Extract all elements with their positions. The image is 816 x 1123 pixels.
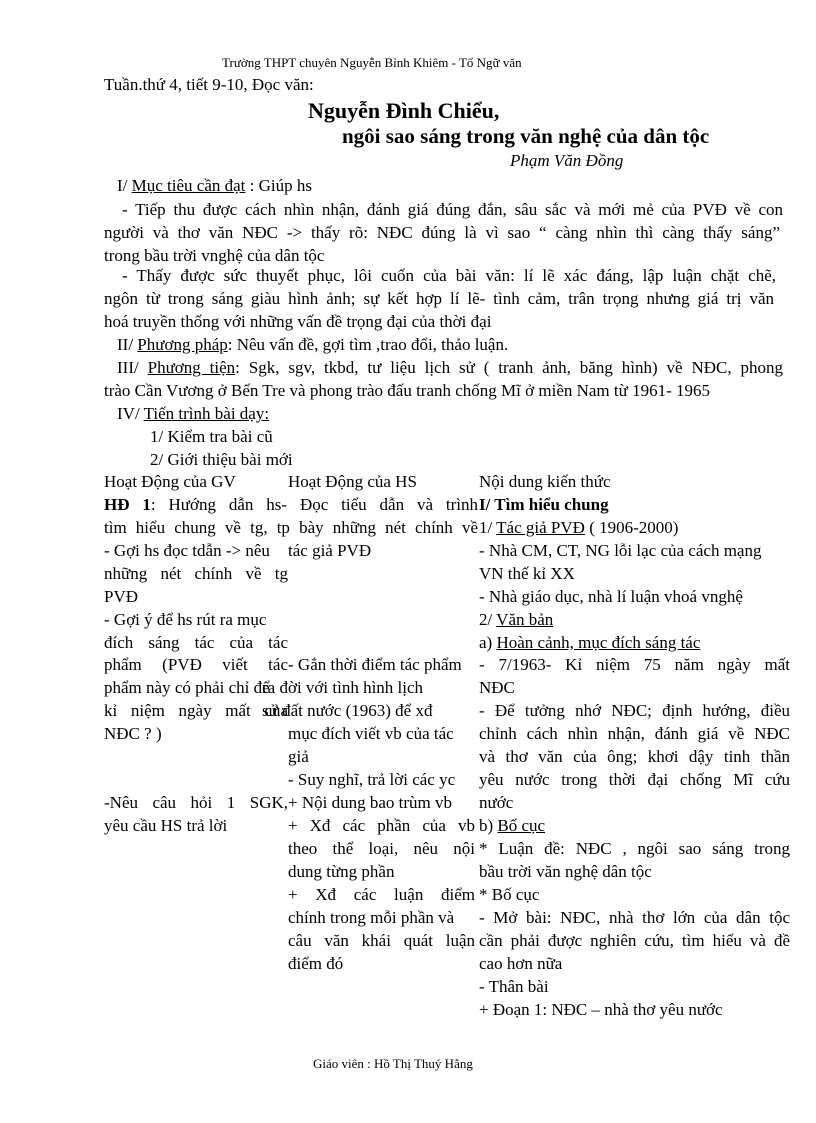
gv-line-2: tìm hiểu chung về tg, tp bày những nét chính về	[104, 518, 478, 537]
content-heading: I/ Tìm hiểu chung	[479, 495, 609, 514]
gv-line-8: phẩm (PVĐ viết tác	[104, 655, 288, 674]
objective-line-2: người và thơ văn NĐC -> thấy rõ: NĐC đúng là vì sao “ càng nhìn thì càng thấy sáng”	[104, 223, 780, 242]
content-sub-1	[479, 519, 678, 536]
section-2-title: Phương pháp	[137, 335, 228, 354]
hs-line-9: theo thể loại, nêu nội	[288, 839, 475, 858]
gv-line-3: - Gợi hs đọc tdẫn -> nêu	[104, 541, 270, 560]
objective-line-1: - Tiếp thu được cách nhìn nhận, đánh giá đúng đắn, sâu sắc và mới mẻ của PVĐ về con	[122, 200, 783, 219]
objective-line-4: - Thấy được sức thuyết phục, lôi cuốn của bài văn: lí lẽ xác đáng, lập luận chặt chẽ,	[122, 266, 776, 285]
gv-line-3b: tác giả PVĐ	[288, 541, 372, 560]
section-4-title: Tiến trình bài dạy:	[143, 404, 270, 423]
section-3-num: III/	[117, 358, 148, 377]
gv-line-7: đích sáng tác của tác	[104, 633, 288, 652]
hs-line-4: mục đích viết vb của tác	[288, 724, 454, 743]
content-line-14: - Mở bài: NĐC, nhà thơ lớn của dân tộc	[479, 908, 790, 927]
gv-line-4: những nét chính về tg	[104, 564, 288, 583]
content-sub-b	[479, 817, 545, 834]
content-line-15: cần phải được nghiên cứu, tìm hiểu và đề	[479, 931, 790, 950]
gv-line-13: yêu cầu HS trả lời	[104, 816, 228, 835]
column-header-content: Nội dung kiến thức	[479, 472, 611, 491]
content-line-6: - Để tưởng nhớ NĐC; định hướng, điều	[479, 701, 790, 720]
hs-line-8: + Xđ các phần của vb	[288, 816, 475, 835]
section-3-title: Phương tiện	[147, 358, 236, 377]
section-2-heading	[117, 336, 508, 353]
content-line-10: nước	[479, 793, 514, 812]
content-sub-b-title: Bố cục	[497, 816, 546, 835]
content-sub-2-num: 2/	[479, 610, 497, 629]
content-line-1: - Nhà CM, CT, NG lỗi lạc của cách mạng	[479, 541, 762, 560]
hs-line-7: + Nội dung bao trùm vb	[288, 793, 452, 812]
content-line-8: và thơ văn của ông; khơi dậy tinh thần	[479, 747, 790, 766]
content-line-5: NĐC	[479, 678, 515, 697]
section-3-heading	[117, 359, 783, 376]
section-2-num: II/	[117, 335, 138, 354]
content-line-17: - Thân bài	[479, 977, 549, 996]
content-line-7: chỉnh cách nhìn nhận, đánh giá về NĐC	[479, 724, 790, 743]
content-sub-a-num: a)	[479, 633, 497, 652]
hs-line-10: dung từng phần	[288, 862, 395, 881]
hs-line-12: chính trong mỗi phần và	[288, 908, 455, 927]
content-line-3: - Nhà giáo dục, nhà lí luận vhoá vnghệ	[479, 587, 743, 606]
gv-line-11: NĐC ? )	[104, 724, 162, 743]
content-line-18: + Đoạn 1: NĐC – nhà thơ yêu nước	[479, 1000, 723, 1019]
gv-line-12: -Nêu câu hỏi 1 SGK,	[104, 793, 288, 812]
hs-line-1: - Gắn thời điểm tác phẩm	[288, 655, 462, 674]
gv-line-5: PVĐ	[104, 587, 139, 606]
section-3-rest: : Sgk, sgv, tkbd, tư liệu lịch sử ( tranh ảnh, băng hình) về NĐC, phong	[235, 358, 783, 377]
gv-hd1-label: HĐ 1	[104, 495, 151, 514]
gv-hd1-text: : Hướng dẫn hs- Đọc tiểu dẫn và trình	[150, 495, 478, 514]
section-1-rest: : Giúp hs	[245, 176, 312, 195]
content-sub-1-title: Tác giả PVĐ	[496, 518, 585, 537]
page-footer: Giáo viên : Hồ Thị Thuý Hằng	[313, 1056, 473, 1071]
section-4-heading	[117, 405, 269, 422]
page-header: Trường THPT chuyên Nguyễn Bỉnh Khiêm - Tổ Ngữ văn	[222, 55, 522, 70]
content-line-4: - 7/1963- Kỉ niệm 75 năm ngày mất	[479, 655, 790, 674]
section-4-item-2: 2/ Giới thiệu bài mới	[150, 450, 293, 469]
content-sub-1-num: 1/	[479, 518, 497, 537]
hs-line-14: điểm đó	[288, 954, 344, 973]
content-sub-1-rest: ( 1906-2000)	[584, 518, 679, 537]
hs-line-2: ra đời với tình hình lịch	[262, 678, 424, 697]
objective-line-3: trong bầu trời vnghệ của dân tộc	[104, 246, 325, 265]
gv-hd1-line	[104, 496, 478, 513]
hs-line-6: - Suy nghĩ, trả lời các yc	[288, 770, 456, 789]
objective-line-5: ngôn từ trong sáng giàu hình ảnh; sự kết hợp lí lẽ- tình cảm, trân trọng nhưng giá trị văn	[104, 289, 774, 308]
content-line-16: cao hơn nữa	[479, 954, 563, 973]
column-header-hs: Hoạt Động của HS	[288, 472, 417, 491]
content-line-13: * Bố cục	[479, 885, 540, 904]
gv-line-10: kỉ niệm ngày mất của	[104, 701, 288, 720]
section-3-line-2: trào Cần Vương ở Bến Tre và phong trào đấu tranh chống Mĩ ở miền Nam từ 1961- 1965	[104, 381, 711, 400]
title-line-2: ngôi sao sáng trong văn nghệ của dân tộc	[342, 124, 710, 148]
content-line-12: bầu trời văn nghệ dân tộc	[479, 862, 652, 881]
content-sub-2	[479, 611, 553, 628]
section-2-rest: : Nêu vấn đề, gợi tìm ,trao đổi, thảo luận.	[227, 335, 509, 354]
section-1-title: Mục tiêu cần đạt	[131, 176, 246, 195]
hs-line-5: giả	[288, 747, 309, 766]
gv-line-6: - Gợi ý để hs rút ra mục	[104, 610, 267, 629]
hs-line-13: câu văn khái quát luận	[288, 931, 475, 950]
hs-line-11: + Xđ các luận điểm	[288, 885, 475, 904]
content-line-9: yêu nước trong thời đại chống Mĩ cứu	[479, 770, 790, 789]
objective-line-6: hoá truyền thống với những vấn đề trọng đại của thời đại	[104, 312, 492, 331]
content-sub-a	[479, 634, 700, 651]
content-line-11: * Luận đề: NĐC , ngôi sao sáng trong	[479, 839, 790, 858]
content-sub-a-title: Hoàn cảnh, mục đích sáng tác	[496, 633, 701, 652]
content-sub-2-title: Văn bản	[496, 610, 554, 629]
content-sub-b-num: b)	[479, 816, 498, 835]
author-name: Phạm Văn Đồng	[510, 151, 624, 170]
lesson-info: Tuần.thứ 4, tiết 9-10, Đọc văn:	[104, 75, 314, 94]
gv-line-9: phẩm này có phải chỉ để	[104, 678, 270, 697]
section-4-num: IV/	[117, 404, 144, 423]
section-4-item-1: 1/ Kiểm tra bài cũ	[150, 427, 273, 446]
content-line-2: VN thế kỉ XX	[479, 564, 575, 583]
section-1-num: I/	[117, 176, 132, 195]
section-1-heading	[117, 177, 312, 194]
title-line-1: Nguyễn Đình Chiểu,	[308, 98, 500, 123]
column-header-gv: Hoạt Động của GV	[104, 472, 236, 491]
hs-line-3: sử đất nước (1963) để xđ	[262, 701, 433, 720]
